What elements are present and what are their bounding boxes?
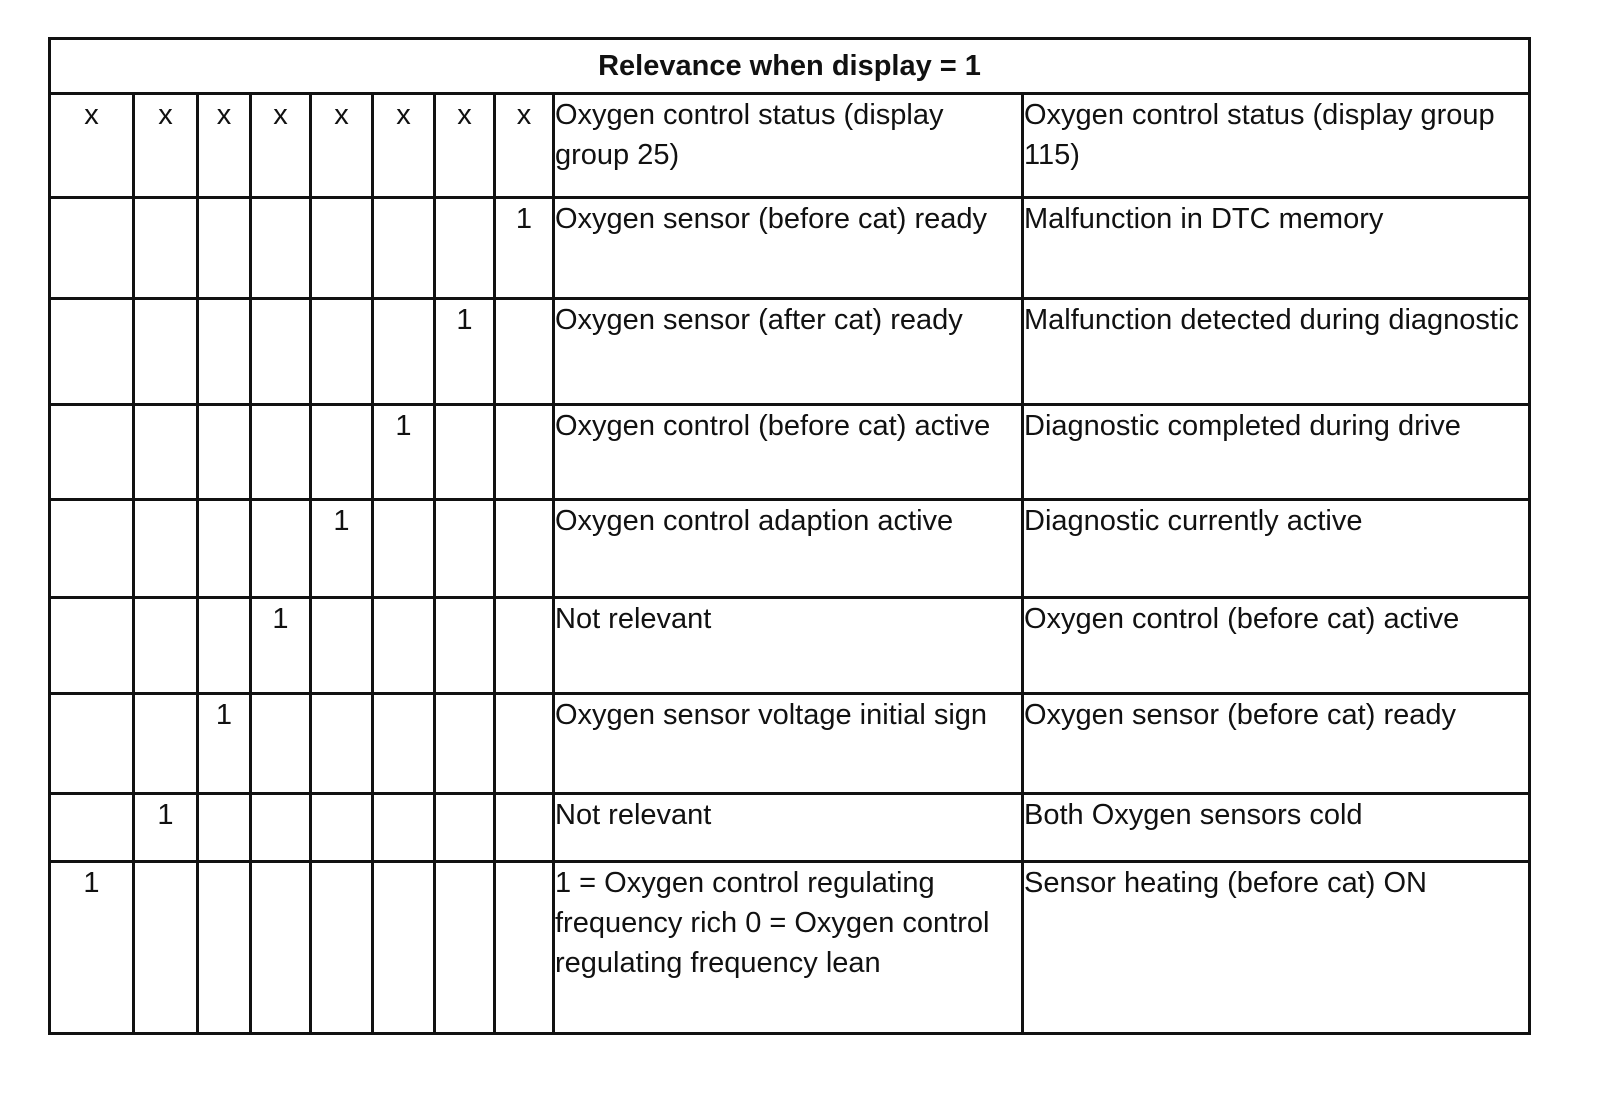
bit-cell-1 — [435, 500, 495, 598]
bit-cell-2 — [373, 500, 435, 598]
bit-cell-0 — [495, 598, 554, 694]
table-body — [50, 39, 1530, 1034]
bit-cell-6 — [134, 862, 198, 1034]
bit-cell-4 — [251, 794, 311, 862]
bit-cell-7 — [50, 694, 134, 794]
description-group-115: Malfunction detected during diagnostic — [1023, 299, 1530, 405]
bit-cell-1 — [435, 694, 495, 794]
description-group-115: Diagnostic currently active — [1023, 500, 1530, 598]
bit-cell-2 — [373, 794, 435, 862]
description-group-115: Diagnostic completed during drive — [1023, 405, 1530, 500]
bit-cell-2 — [373, 862, 435, 1034]
bit-cell-1: 1 — [435, 299, 495, 405]
bit-cell-2 — [373, 598, 435, 694]
bit-cell-0 — [495, 405, 554, 500]
bit-cell-6 — [134, 500, 198, 598]
bit-cell-7 — [50, 405, 134, 500]
bit-cell-0 — [495, 862, 554, 1034]
bit-cell-2: x — [373, 94, 435, 198]
bit-cell-3: 1 — [311, 500, 373, 598]
table-row — [50, 694, 1530, 794]
bit-cell-3: x — [311, 94, 373, 198]
bit-cell-6: x — [134, 94, 198, 198]
description-group-25: Oxygen control (before cat) active — [554, 405, 1023, 500]
bit-cell-5 — [198, 862, 251, 1034]
bit-cell-7 — [50, 299, 134, 405]
bit-cell-3 — [311, 862, 373, 1034]
bit-cell-0 — [495, 694, 554, 794]
bit-cell-2 — [373, 198, 435, 299]
bit-cell-6: 1 — [134, 794, 198, 862]
bit-cell-0: x — [495, 94, 554, 198]
bit-cell-1 — [435, 794, 495, 862]
bit-cell-5 — [198, 299, 251, 405]
description-group-25: Oxygen sensor voltage initial sign — [554, 694, 1023, 794]
bit-cell-5 — [198, 598, 251, 694]
bit-cell-2 — [373, 694, 435, 794]
table-row — [50, 598, 1530, 694]
table-row — [50, 299, 1530, 405]
bit-cell-4 — [251, 694, 311, 794]
description-group-25: Not relevant — [554, 794, 1023, 862]
bit-cell-0: 1 — [495, 198, 554, 299]
description-group-25: Oxygen sensor (before cat) ready — [554, 198, 1023, 299]
bit-cell-6 — [134, 299, 198, 405]
bit-cell-5 — [198, 794, 251, 862]
description-group-25: 1 = Oxygen control regulating frequency rich 0 = Oxygen control regulating frequency lean — [554, 862, 1023, 1034]
bit-cell-7 — [50, 198, 134, 299]
table-row — [50, 862, 1530, 1034]
table-row — [50, 500, 1530, 598]
description-group-25: Oxygen control adaption active — [554, 500, 1023, 598]
bit-cell-6 — [134, 198, 198, 299]
bit-cell-0 — [495, 299, 554, 405]
bit-cell-3 — [311, 694, 373, 794]
bit-cell-7 — [50, 598, 134, 694]
table-title: Relevance when display = 1 — [50, 39, 1530, 94]
bit-cell-2 — [373, 299, 435, 405]
bit-cell-4 — [251, 862, 311, 1034]
bit-cell-5 — [198, 198, 251, 299]
bit-cell-3 — [311, 598, 373, 694]
bit-cell-1: x — [435, 94, 495, 198]
bit-cell-7 — [50, 794, 134, 862]
bit-cell-4 — [251, 198, 311, 299]
title-row — [50, 39, 1530, 94]
description-group-115: Both Oxygen sensors cold — [1023, 794, 1530, 862]
description-group-115: Malfunction in DTC memory — [1023, 198, 1530, 299]
bit-cell-6 — [134, 598, 198, 694]
description-group-25: Not relevant — [554, 598, 1023, 694]
bit-cell-6 — [134, 405, 198, 500]
bit-cell-2: 1 — [373, 405, 435, 500]
description-group-115: Oxygen control status (display group 115) — [1023, 94, 1530, 198]
table-row — [50, 405, 1530, 500]
bit-cell-5: x — [198, 94, 251, 198]
table-row — [50, 198, 1530, 299]
bit-cell-7 — [50, 500, 134, 598]
bit-cell-1 — [435, 405, 495, 500]
bit-cell-0 — [495, 794, 554, 862]
bit-cell-1 — [435, 862, 495, 1034]
bit-cell-0 — [495, 500, 554, 598]
header-row — [50, 94, 1530, 198]
bit-cell-3 — [311, 405, 373, 500]
bit-cell-4: x — [251, 94, 311, 198]
bit-cell-4: 1 — [251, 598, 311, 694]
bit-cell-5 — [198, 405, 251, 500]
bit-cell-4 — [251, 500, 311, 598]
table-row — [50, 794, 1530, 862]
description-group-25: Oxygen control status (display group 25) — [554, 94, 1023, 198]
description-group-115: Oxygen sensor (before cat) ready — [1023, 694, 1530, 794]
bit-cell-1 — [435, 598, 495, 694]
bit-cell-3 — [311, 299, 373, 405]
bit-cell-7: x — [50, 94, 134, 198]
bit-cell-3 — [311, 794, 373, 862]
relevance-table — [48, 37, 1531, 1035]
bit-cell-5 — [198, 500, 251, 598]
bit-cell-4 — [251, 299, 311, 405]
bit-cell-3 — [311, 198, 373, 299]
description-group-25: Oxygen sensor (after cat) ready — [554, 299, 1023, 405]
bit-cell-6 — [134, 694, 198, 794]
bit-cell-7: 1 — [50, 862, 134, 1034]
description-group-115: Oxygen control (before cat) active — [1023, 598, 1530, 694]
description-group-115: Sensor heating (before cat) ON — [1023, 862, 1530, 1034]
bit-cell-1 — [435, 198, 495, 299]
bit-cell-5: 1 — [198, 694, 251, 794]
bit-cell-4 — [251, 405, 311, 500]
